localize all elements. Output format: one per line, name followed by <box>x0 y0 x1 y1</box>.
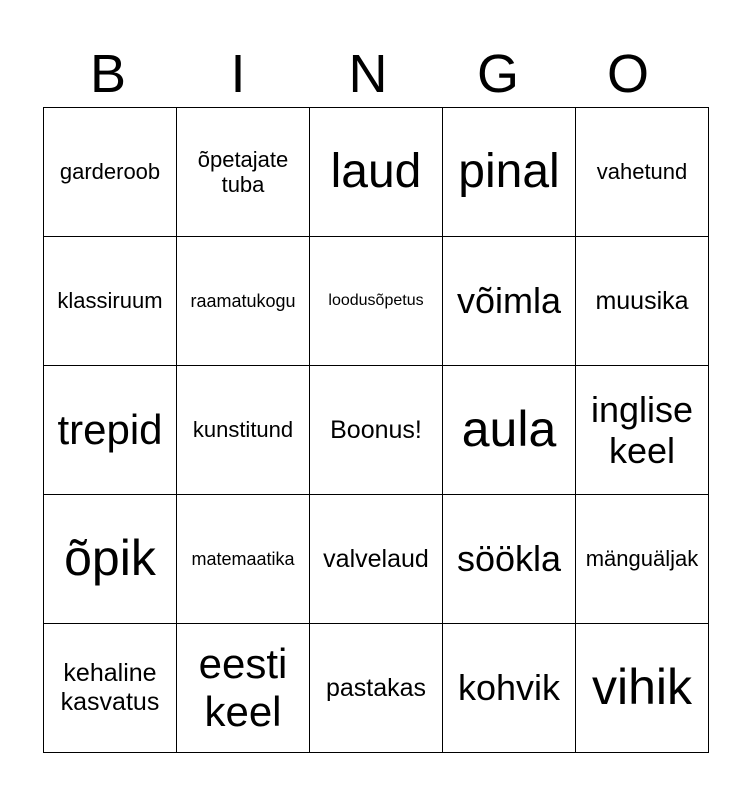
bingo-cell[interactable]: kehaline kasvatus <box>44 624 177 753</box>
bingo-cell[interactable]: laud <box>310 108 443 237</box>
bingo-cell[interactable]: inglise keel <box>576 366 709 495</box>
bingo-cell[interactable]: kohvik <box>443 624 576 753</box>
header-letter-g: G <box>476 44 519 104</box>
bingo-cell[interactable]: garderoob <box>44 108 177 237</box>
board-row-2 <box>44 237 709 366</box>
bingo-cell[interactable]: vihik <box>576 624 709 753</box>
header-letter-o: O <box>606 44 649 104</box>
board-row-4 <box>44 495 709 624</box>
bingo-cell[interactable]: võimla <box>443 237 576 366</box>
bingo-cell-free-space[interactable]: Boonus! <box>310 366 443 495</box>
bingo-cell[interactable]: valvelaud <box>310 495 443 624</box>
bingo-cell[interactable]: õpetajate tuba <box>177 108 310 237</box>
bingo-cell[interactable]: pastakas <box>310 624 443 753</box>
bingo-cell[interactable]: raamatukogu <box>177 237 310 366</box>
bingo-cell[interactable]: aula <box>443 366 576 495</box>
bingo-cell[interactable]: muusika <box>576 237 709 366</box>
board-row-5 <box>44 624 709 753</box>
bingo-cell[interactable]: söökla <box>443 495 576 624</box>
bingo-cell[interactable]: vahetund <box>576 108 709 237</box>
header-letter-i: I <box>230 44 246 104</box>
bingo-cell[interactable]: pinal <box>443 108 576 237</box>
header-letter-n: N <box>348 44 388 104</box>
bingo-board <box>43 107 709 753</box>
bingo-cell[interactable]: loodusõpetus <box>310 237 443 366</box>
bingo-header <box>43 40 693 108</box>
bingo-cell[interactable]: kunstitund <box>177 366 310 495</box>
bingo-cell[interactable]: matemaatika <box>177 495 310 624</box>
bingo-cell[interactable]: õpik <box>44 495 177 624</box>
bingo-cell[interactable]: trepid <box>44 366 177 495</box>
board-row-1 <box>44 108 709 237</box>
board-row-3 <box>44 366 709 495</box>
bingo-cell[interactable]: mänguäljak <box>576 495 709 624</box>
header-letter-b: B <box>89 44 127 104</box>
bingo-cell[interactable]: klassiruum <box>44 237 177 366</box>
bingo-cell[interactable]: eesti keel <box>177 624 310 753</box>
